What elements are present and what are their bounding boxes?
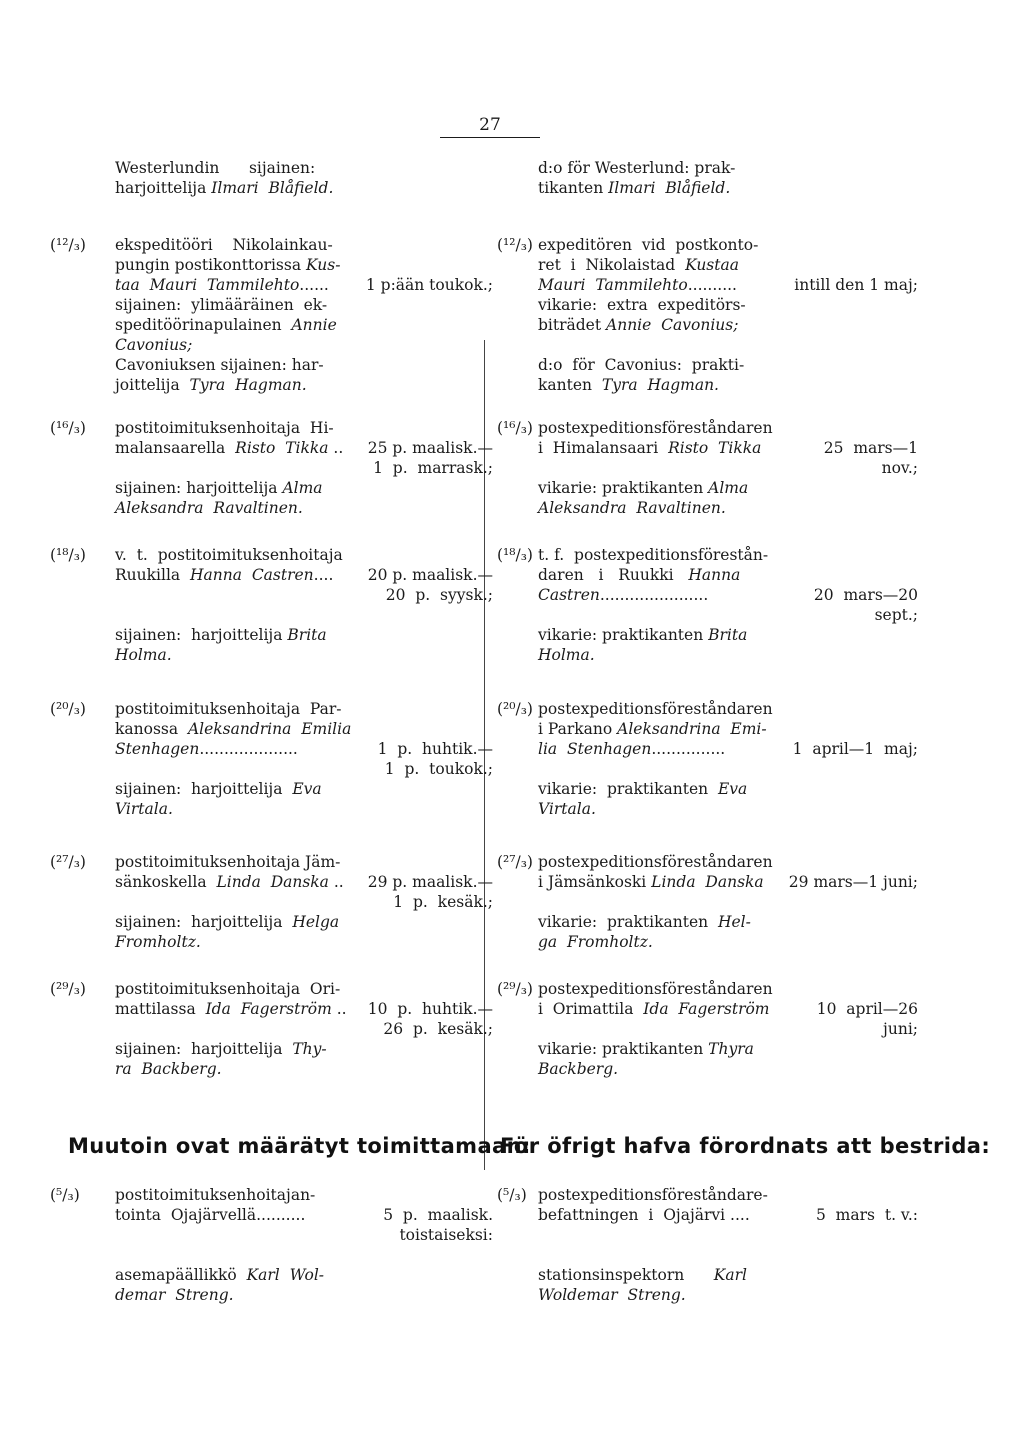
term-period: 10 april—26: [816, 1000, 918, 1018]
line-text: stationsinspektorn: [538, 1266, 714, 1284]
line-text: vikarie: praktikanten: [538, 913, 718, 931]
text-line: [115, 1285, 493, 1305]
entry-date: (¹⁶/₃): [50, 419, 86, 437]
term-period: 25 p. maalisk.—: [367, 439, 493, 457]
person-name: ga Fromholtz.: [538, 933, 653, 951]
text-line: [115, 295, 493, 315]
text-line: [115, 235, 493, 255]
line-text: i Orimattila: [538, 1000, 644, 1018]
text-line: [538, 779, 918, 799]
entry-date: (⁵/₃): [497, 1186, 527, 1204]
person-name: Karl Wol-: [246, 1266, 325, 1284]
text-line: [538, 235, 918, 255]
text-line: [538, 739, 918, 759]
entry-date: (¹⁸/₃): [497, 546, 533, 564]
text-line: [538, 979, 918, 999]
line-text: i Parkano: [538, 720, 618, 738]
line-text: harjoittelija: [115, 179, 212, 197]
text-line: [538, 852, 918, 872]
person-name: demar Streng.: [115, 1286, 234, 1304]
line-text: d:o för Westerlund: prak-: [538, 159, 736, 177]
entry-right-text: [538, 699, 918, 819]
dot-leader: ..: [331, 1000, 347, 1018]
line-text: daren i Ruukki: [538, 566, 689, 584]
line-text: postexpeditionsföreståndaren: [538, 853, 773, 871]
entry-left-text: [115, 852, 493, 952]
line-text: vikarie: praktikanten: [538, 626, 709, 644]
line-text: sijainen: ylimääräinen ek-: [115, 296, 328, 314]
entry-left-text: [115, 235, 493, 395]
person-name: Aleksandrina Emilia: [187, 720, 352, 738]
text-line: [115, 545, 493, 565]
text-line: [538, 255, 918, 275]
line-text: postexpeditionsföreståndaren: [538, 980, 773, 998]
text-line: [115, 645, 493, 665]
text-line: [115, 912, 493, 932]
line-text: postitoimituksenhoitaja Ori-: [115, 980, 341, 998]
line-text: vikarie: praktikanten: [538, 780, 718, 798]
dot-leader: ..........: [256, 1206, 306, 1224]
person-name: Aleksandrina Emi-: [617, 720, 767, 738]
term-period: sept.;: [874, 606, 918, 624]
text-line: [538, 932, 918, 952]
text-line: [115, 799, 493, 819]
person-name: Kus-: [306, 256, 341, 274]
line-text: i Himalansaari: [538, 439, 669, 457]
line-text: mattilassa: [115, 1000, 206, 1018]
text-line: [115, 315, 493, 335]
line-text: malansaarella: [115, 439, 236, 457]
text-line: [538, 418, 918, 438]
entry-date: (²⁷/₃): [50, 853, 86, 871]
line-text: sijainen: harjoittelija: [115, 626, 288, 644]
text-line: [538, 585, 918, 605]
line-text: sijainen: harjoittelija: [115, 780, 293, 798]
text-line: [538, 1245, 918, 1265]
text-line: [115, 1185, 493, 1205]
text-line: [115, 739, 493, 759]
person-name: Ida Fagerström: [643, 1000, 770, 1018]
dot-leader: ....................: [199, 740, 298, 758]
text-line: [538, 872, 918, 892]
term-period: toistaiseksi:: [399, 1226, 493, 1244]
entry-right-text: [538, 158, 918, 198]
text-line: [115, 1059, 493, 1079]
text-line: [115, 979, 493, 999]
text-line: [538, 799, 918, 819]
person-name: Brita: [708, 626, 748, 644]
person-name: Backberg.: [538, 1060, 619, 1078]
text-line: [115, 438, 493, 458]
entry-right-text: [538, 1185, 918, 1305]
text-line: [115, 999, 493, 1019]
line-text: postitoimituksenhoitaja Hi-: [115, 419, 334, 437]
heading-swedish: För öfrigt hafva förordnats att bestrida:: [500, 1134, 991, 1158]
person-name: Fromholtz.: [115, 933, 201, 951]
person-name: taa Mauri Tammilehto: [115, 276, 300, 294]
entry-left-text: [115, 979, 493, 1079]
text-line: [115, 565, 493, 585]
text-line: [115, 892, 493, 912]
text-line: [115, 418, 493, 438]
line-text: vikarie: praktikanten: [538, 479, 709, 497]
person-name: Hanna: [688, 566, 741, 584]
person-name: Ilmari Blåfield.: [211, 179, 334, 197]
text-line: [538, 565, 918, 585]
entry-date: (²⁷/₃): [497, 853, 533, 871]
entry-left-text: [115, 158, 493, 198]
person-name: lia Stenhagen: [538, 740, 652, 758]
line-text: Westerlundin sijainen:: [115, 159, 316, 177]
person-name: Tyra Hagman.: [601, 376, 719, 394]
line-text: expeditören vid postkonto-: [538, 236, 759, 254]
entry-right-text: [538, 545, 918, 665]
entry-left-text: [115, 545, 493, 665]
text-line: [115, 605, 493, 625]
line-text: postexpeditionsföreståndaren: [538, 700, 773, 718]
text-line: [538, 892, 918, 912]
text-line: [115, 699, 493, 719]
line-text: biträdet: [538, 316, 607, 334]
text-line: [538, 1205, 918, 1225]
person-name: Holma.: [115, 646, 172, 664]
person-name: Aleksandra Ravaltinen.: [538, 499, 726, 517]
line-text: postexpeditionsföreståndare-: [538, 1186, 768, 1204]
line-text: postitoimituksenhoitaja Par-: [115, 700, 342, 718]
person-name: Linda Danska: [216, 873, 329, 891]
text-line: [115, 1205, 493, 1225]
term-period: 20 mars—20: [813, 586, 918, 604]
person-name: Linda Danska: [651, 873, 764, 891]
person-name: Holma.: [538, 646, 595, 664]
term-period: 1 p. huhtik.—: [377, 740, 493, 758]
text-line: [538, 999, 918, 1019]
line-text: befattningen i Ojajärvi: [538, 1206, 726, 1224]
term-period: 5 mars t. v.:: [815, 1206, 918, 1224]
text-line: [538, 498, 918, 518]
text-line: [115, 932, 493, 952]
dot-leader: ..: [328, 439, 344, 457]
text-line: [538, 1039, 918, 1059]
text-line: [115, 585, 493, 605]
term-period: 5 p. maalisk.: [383, 1206, 493, 1224]
term-period: 25 mars—1: [823, 439, 918, 457]
text-line: [538, 1265, 918, 1285]
text-line: [538, 625, 918, 645]
text-line: [538, 912, 918, 932]
line-text: asemapäällikkö: [115, 1266, 247, 1284]
line-text: kanossa: [115, 720, 188, 738]
person-name: Brita: [287, 626, 327, 644]
line-text: postexpeditionsföreståndaren: [538, 419, 773, 437]
entry-date: (²⁰/₃): [497, 700, 533, 718]
entry-date: (¹²/₃): [497, 236, 533, 254]
person-name: Mauri Tammilehto: [538, 276, 688, 294]
term-period: 1 p. marrask.;: [373, 459, 493, 477]
entry-left-text: [115, 699, 493, 819]
term-period: intill den 1 maj;: [794, 276, 918, 294]
line-text: tointa Ojajärvellä: [115, 1206, 257, 1224]
person-name: Stenhagen: [115, 740, 200, 758]
person-name: Aleksandra Ravaltinen.: [115, 499, 303, 517]
entry-date: (²⁰/₃): [50, 700, 86, 718]
text-line: [538, 719, 918, 739]
entry-date: (⁵/₃): [50, 1186, 80, 1204]
dot-leader: ......: [299, 276, 329, 294]
line-text: t. f. postexpeditionsförestån-: [538, 546, 769, 564]
text-line: [115, 458, 493, 478]
entry-date: (²⁹/₃): [50, 980, 86, 998]
text-line: [538, 355, 918, 375]
person-name: Eva: [717, 780, 748, 798]
person-name: Hel-: [717, 913, 751, 931]
line-text: ekspeditööri Nikolainkau-: [115, 236, 333, 254]
line-text: d:o för Cavonius: prakti-: [538, 356, 745, 374]
line-text: Ruukilla: [115, 566, 190, 584]
text-line: [538, 275, 918, 295]
person-name: Ilmari Blåfield.: [608, 179, 731, 197]
person-name: Alma: [282, 479, 323, 497]
line-text: sijainen: harjoittelija: [115, 479, 283, 497]
line-text: i Jämsänkoski: [538, 873, 652, 891]
line-text: Cavoniuksen sijainen: har-: [115, 356, 324, 374]
text-line: [538, 1185, 918, 1205]
person-name: Risto Tikka: [235, 439, 329, 457]
text-line: [115, 1019, 493, 1039]
text-line: [115, 1245, 493, 1265]
text-line: [115, 1039, 493, 1059]
dot-leader: ...............: [651, 740, 726, 758]
entry-right-text: [538, 235, 918, 395]
entry-right-text: [538, 979, 918, 1079]
entry-left-text: [115, 418, 493, 518]
text-line: [538, 158, 918, 178]
text-line: [115, 478, 493, 498]
text-line: [538, 1285, 918, 1305]
entry-right-text: [538, 418, 918, 518]
person-name: Kustaa: [685, 256, 739, 274]
text-line: [115, 779, 493, 799]
dot-leader: ....: [313, 566, 334, 584]
line-text: postitoimituksenhoitajan-: [115, 1186, 316, 1204]
person-name: Helga: [292, 913, 340, 931]
line-text: kanten: [538, 376, 602, 394]
text-line: [115, 759, 493, 779]
line-text: sijainen: harjoittelija: [115, 1040, 293, 1058]
text-line: [538, 699, 918, 719]
line-text: pungin postikonttorissa: [115, 256, 307, 274]
text-line: [115, 255, 493, 275]
person-name: Annie Cavonius;: [606, 316, 739, 334]
text-line: [538, 545, 918, 565]
text-line: [115, 498, 493, 518]
person-name: Cavonius;: [115, 336, 193, 354]
term-period: 10 p. huhtik.—: [367, 1000, 493, 1018]
person-name: Hanna Castren: [190, 566, 314, 584]
person-name: Eva: [292, 780, 322, 798]
person-name: Alma: [708, 479, 749, 497]
text-line: [115, 158, 493, 178]
text-line: [115, 872, 493, 892]
line-text: vikarie: extra expeditörs-: [538, 296, 746, 314]
text-line: [538, 478, 918, 498]
line-text: joittelija: [115, 376, 190, 394]
text-line: [538, 1225, 918, 1245]
line-text: tikanten: [538, 179, 609, 197]
text-line: [538, 375, 918, 395]
text-line: [538, 1059, 918, 1079]
text-line: [538, 605, 918, 625]
text-line: [538, 645, 918, 665]
text-line: [115, 355, 493, 375]
text-line: [115, 335, 493, 355]
term-period: 20 p. maalisk.—: [367, 566, 493, 584]
term-period: 1 p. toukok.;: [384, 760, 493, 778]
text-line: [115, 719, 493, 739]
text-line: [538, 178, 918, 198]
entry-right-text: [538, 852, 918, 952]
text-line: [538, 458, 918, 478]
term-period: 20 p. syysk.;: [385, 586, 493, 604]
person-name: ra Backberg.: [115, 1060, 222, 1078]
text-line: [538, 295, 918, 315]
entry-date: (²⁹/₃): [497, 980, 533, 998]
line-text: sijainen: harjoittelija: [115, 913, 293, 931]
person-name: Virtala.: [538, 800, 596, 818]
text-line: [115, 375, 493, 395]
term-period: juni;: [883, 1020, 918, 1038]
text-line: [115, 1225, 493, 1245]
text-line: [538, 1019, 918, 1039]
person-name: Tyra Hagman.: [189, 376, 307, 394]
entry-left-text: [115, 1185, 493, 1305]
term-period: 1 p. kesäk.;: [393, 893, 493, 911]
dot-leader: ......................: [599, 586, 709, 604]
text-line: [115, 625, 493, 645]
dot-leader: ....: [725, 1206, 750, 1224]
person-name: Risto Tikka: [668, 439, 762, 457]
text-line: [115, 1265, 493, 1285]
text-line: [115, 852, 493, 872]
term-period: 1 p:ään toukok.;: [365, 276, 493, 294]
person-name: Karl: [713, 1266, 747, 1284]
person-name: Castren: [538, 586, 600, 604]
line-text: speditöörinapulainen: [115, 316, 292, 334]
term-period: 26 p. kesäk.;: [383, 1020, 493, 1038]
person-name: Thy-: [292, 1040, 327, 1058]
person-name: Ida Fagerström: [205, 1000, 332, 1018]
line-text: ret i Nikolaistad: [538, 256, 686, 274]
term-period: 29 p. maalisk.—: [367, 873, 493, 891]
heading-finnish: Muutoin ovat määrätyt toimittamaan:: [68, 1134, 531, 1158]
text-line: [115, 275, 493, 295]
dot-leader: ..........: [687, 276, 737, 294]
text-line: [538, 335, 918, 355]
line-text: sänkoskella: [115, 873, 217, 891]
line-text: postitoimituksenhoitaja Jäm-: [115, 853, 341, 871]
dot-leader: ..: [328, 873, 344, 891]
term-period: nov.;: [881, 459, 918, 477]
text-line: [538, 315, 918, 335]
line-text: vikarie: praktikanten: [538, 1040, 709, 1058]
person-name: Woldemar Streng.: [538, 1286, 686, 1304]
text-line: [538, 759, 918, 779]
text-line: [115, 178, 493, 198]
person-name: Thyra: [708, 1040, 754, 1058]
term-period: 1 april—1 maj;: [792, 740, 918, 758]
page-number: 27: [440, 114, 540, 138]
text-line: [538, 438, 918, 458]
entry-date: (¹⁸/₃): [50, 546, 86, 564]
person-name: Annie: [291, 316, 337, 334]
line-text: v. t. postitoimituksenhoitaja: [115, 546, 343, 564]
entry-date: (¹²/₃): [50, 236, 86, 254]
entry-date: (¹⁶/₃): [497, 419, 533, 437]
person-name: Virtala.: [115, 800, 173, 818]
term-period: 29 mars—1 juni;: [788, 873, 918, 891]
